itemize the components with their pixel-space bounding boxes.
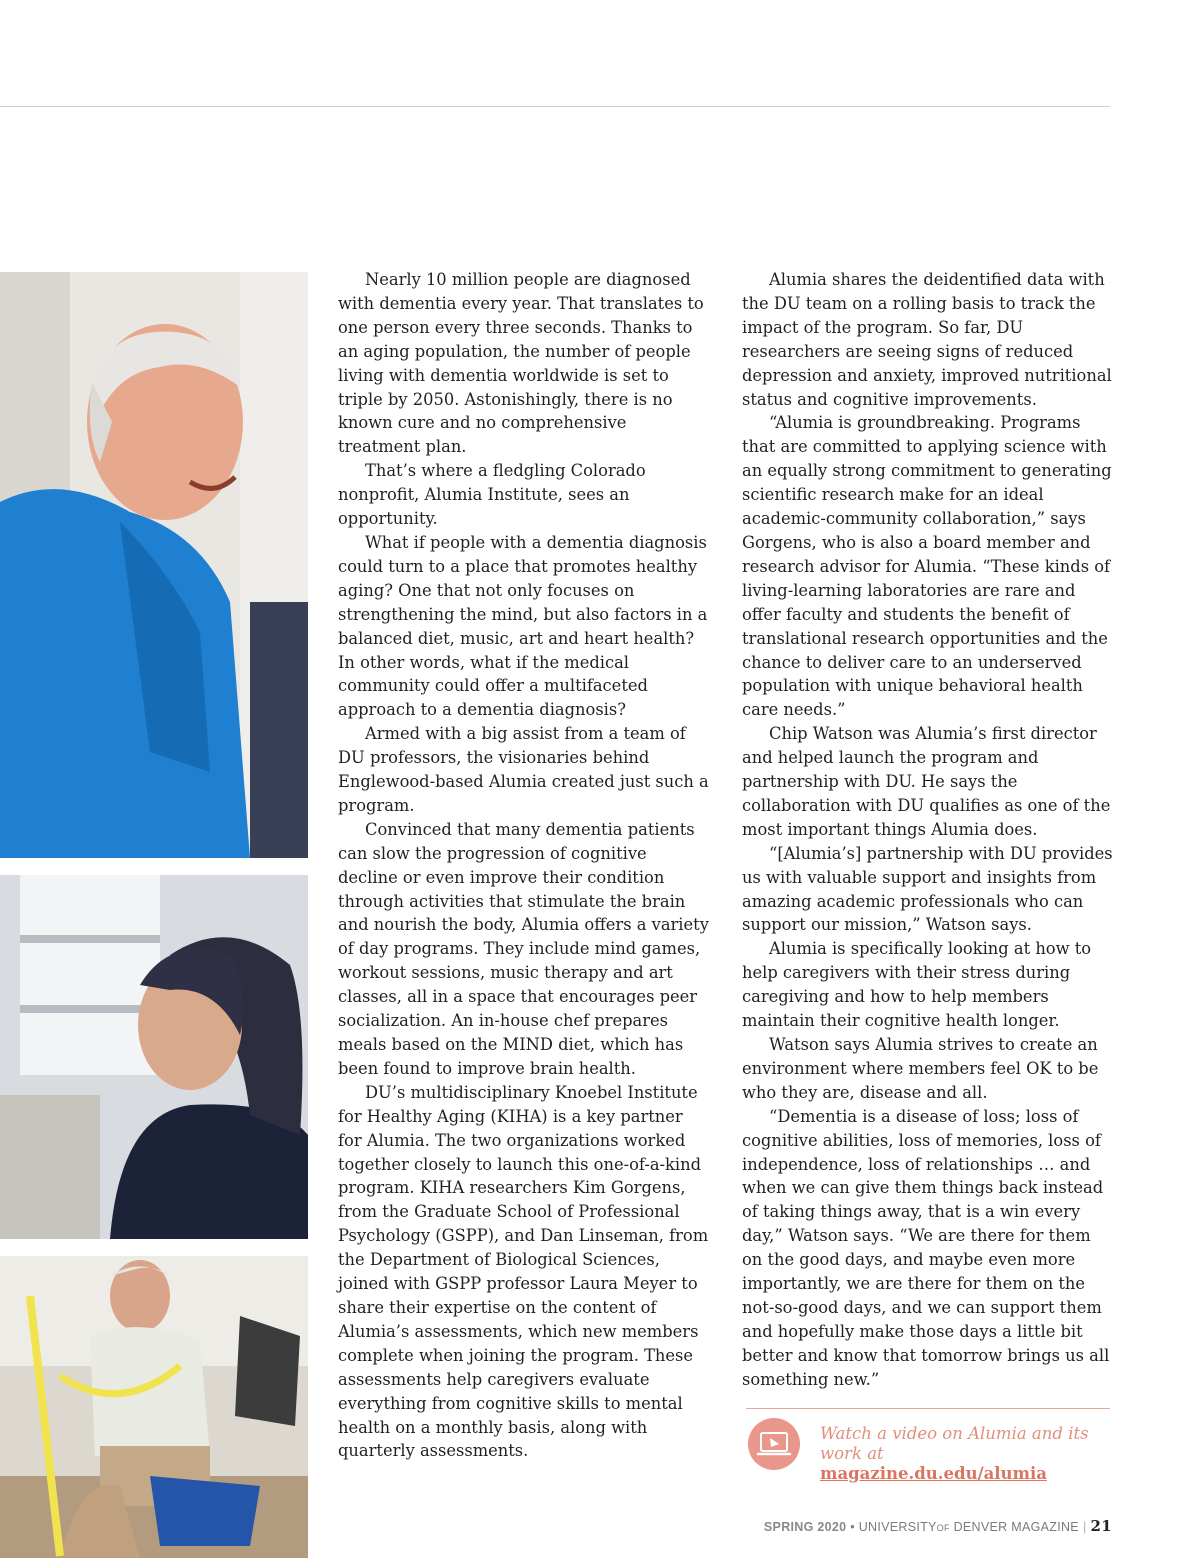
top-rule	[0, 106, 1110, 107]
paragraph: Alumia is specifically looking at how to help caregivers with their stress during caregiving and how to help members maintain their cognitive health longer.	[742, 939, 1092, 1031]
paragraph: Nearly 10 million people are diagnosed with dementia every year. That translates to one person every three seconds. Thanks to an aging population, the number of people living with dementia worldwide is set to triple by 2050. Astonishingly, there is no known cure and no comprehensive treatment plan.	[338, 270, 704, 457]
callout-text	[820, 1424, 1110, 1484]
paragraph: DU’s multidisciplinary Knoebel Institute for Healthy Aging (KIHA) is a key partner for Alumia. The two organizations worked together closely to launch this one-of-a-kind program. KIHA researchers Kim Gorgens, from the Graduate School of Professional Psychology (GSPP), and Dan Linseman, from the Department of Biological Sciences, joined with GSPP professor Laura Meyer to share their expertise on the content of Alumia’s assessments, which new members complete when joining the program. These assessments help caregivers evaluate everything from cognitive skills to mental health on a monthly basis, along with quarterly assessments.	[338, 1082, 709, 1461]
paragraph: “[Alumia’s] partnership with DU provides us with valuable support and insights from amazing academic professionals who can support our mission,” Watson says.	[742, 843, 1113, 935]
page-footer	[764, 1517, 1112, 1535]
callout-lead: Watch a video on Alumia and its work at	[820, 1424, 1089, 1463]
paragraph: What if people with a dementia diagnosis could turn to a place that promotes healthy aging? One that not only focuses on strengthening the mind, but also factors in a balanced diet, music, art and heart health? In other words, what if the medical community could offer a multifaceted approach to a dementia diagnosis?	[338, 532, 708, 720]
footer-pipe: |	[1082, 1520, 1087, 1534]
paragraph: Watson says Alumia strives to create an environment where members feel OK to be who they are, disease and all.	[742, 1035, 1099, 1102]
paragraph: Armed with a big assist from a team of DU professors, the visionaries behind Englewood-based Alumia created just such a program.	[338, 724, 709, 815]
footer-season: SPRING 2020	[763, 1520, 847, 1534]
paragraph: “Dementia is a disease of loss; loss of cognitive abilities, loss of memories, loss of independence, loss of relationships … and when we can give them things back instead of taking things away, that is a win every day,” Watson says. “We are there for them on the good days, and maybe even more importantly, we are there for them on the not-so-good days, and we can support them and hopefully make those days a little bit better and know that tomorrow brings us all something new.”	[742, 1106, 1110, 1389]
callout-rule	[746, 1408, 1110, 1409]
callout-link[interactable]: magazine.du.edu/alumia	[820, 1464, 1047, 1483]
photo-man-resistance-band	[0, 1256, 308, 1558]
footer-of: OF	[936, 1523, 950, 1533]
footer-university: UNIVERSITY	[858, 1520, 937, 1534]
paragraph: Alumia shares the deidentified data with the DU team on a rolling basis to track the impact of the program. So far, DU researchers are seeing signs of reduced depression and anxiety, improved nutritional status and cognitive improvements.	[742, 270, 1112, 409]
paragraph: That’s where a fledgling Colorado nonprofit, Alumia Institute, sees an opportunity.	[338, 461, 646, 529]
photo-woman-dark-hair	[0, 875, 308, 1239]
footer-separator: •	[850, 1520, 855, 1534]
paragraph: Chip Watson was Alumia’s first director and helped launch the program and partnership with DU. He says the collaboration with DU qualifies as one of the most important things Alumia does.	[742, 724, 1111, 839]
paragraph: Convinced that many dementia patients can slow the progression of cognitive decline or even improve their condition through activities that stimulate the brain and nourish the body, Alumia offers a variety of day programs. They include mind games, workout sessions, music therapy and art classes, all in a space that encourages peer socialization. An in-house chef prepares meals based on the MIND diet, which has been found to improve brain health.	[338, 819, 709, 1078]
article-column-2	[742, 268, 1114, 1392]
paragraph: “Alumia is groundbreaking. Programs that are committed to applying science with an equally strong commitment to generating scientific research make for an ideal academic-community collaboration,” says Gorgens, who is also a board member and research advisor for Alumia. “These kinds of living-learning laboratories are rare and offer faculty and students the benefit of translational research opportunities and the chance to deliver care to an underserved population with unique behavioral health care needs.”	[742, 413, 1112, 720]
photo-older-man-blue-shirt	[0, 272, 308, 858]
video-screen-icon[interactable]	[748, 1418, 800, 1470]
page-number: 21	[1090, 1517, 1112, 1535]
article-column-1	[338, 268, 710, 1463]
video-callout	[746, 1408, 1110, 1483]
footer-magazine: DENVER MAGAZINE	[953, 1520, 1079, 1534]
